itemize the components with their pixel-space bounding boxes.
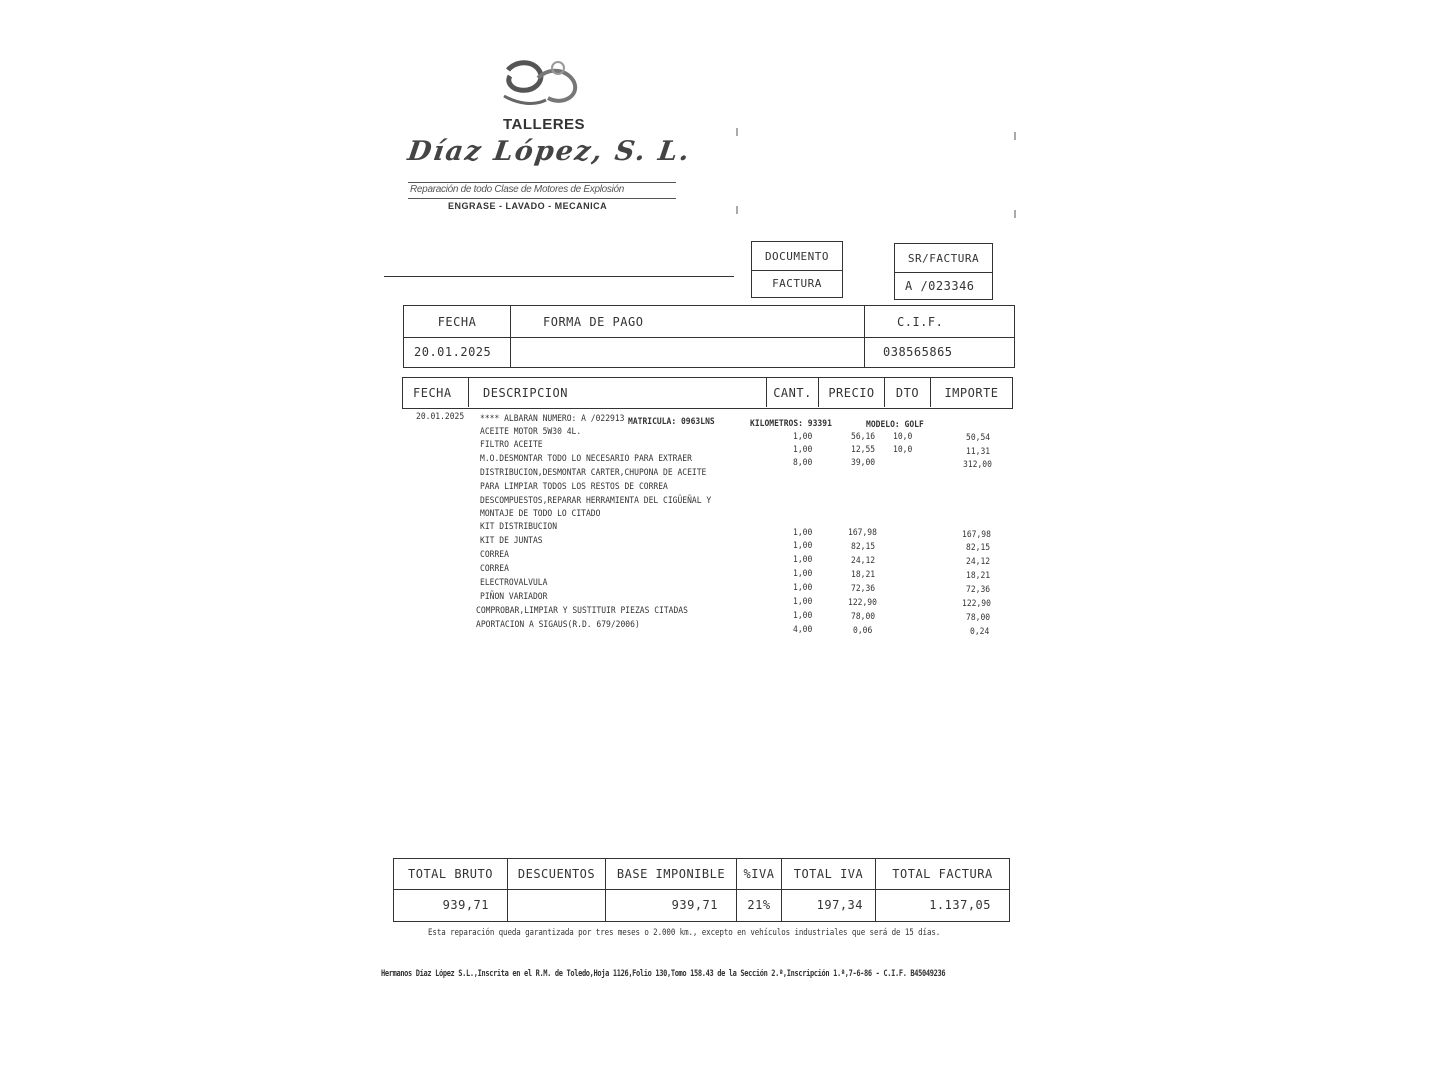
invoice-label: SR/FACTURA	[907, 251, 980, 265]
forma-pago-value	[511, 337, 865, 367]
document-type-box	[751, 241, 843, 298]
totals-table	[393, 858, 1010, 922]
tagline-rule-bottom	[408, 198, 676, 199]
invoice-number: A /023346	[905, 278, 975, 293]
item-description: PARA LIMPIAR TODOS LOS RESTOS DE CORREA	[480, 481, 668, 492]
item-cant: 4,00	[793, 624, 813, 635]
item-cant: 1,00	[793, 527, 813, 538]
item-description: FILTRO ACEITE	[480, 439, 543, 450]
item-dto: 10,0	[893, 444, 913, 455]
item-cant: 1,00	[793, 431, 813, 442]
invoice-number-box	[894, 243, 993, 300]
items-matricula: MATRICULA: 0963LNS	[628, 416, 715, 427]
address-area	[736, 128, 1020, 220]
item-importe: 82,15	[966, 542, 991, 553]
item-importe: 78,00	[966, 612, 991, 623]
items-ref: **** ALBARAN NUMERO: A /022913	[480, 413, 625, 424]
company-tagline: Reparación de todo Clase de Motores de Explosión	[410, 184, 625, 195]
item-importe: 72,36	[966, 584, 991, 595]
item-precio: 82,15	[851, 541, 876, 552]
item-cant: 1,00	[793, 582, 813, 593]
item-precio: 167,98	[848, 527, 877, 538]
item-description: APORTACION A SIGAUS(R.D. 679/2006)	[476, 619, 640, 630]
item-importe: 24,12	[966, 556, 991, 567]
items-kilometros: KILOMETROS: 93391	[750, 418, 832, 429]
item-description: DESCOMPUESTOS,REPARAR HERRAMIENTA DEL CIGÜEÑAL Y	[480, 495, 712, 506]
items-header-cant: CANT.	[767, 378, 819, 407]
company-logo	[498, 52, 586, 114]
cif-label: C.I.F.	[897, 314, 944, 329]
item-cant: 1,00	[793, 596, 813, 607]
cif-value: 038565865	[883, 345, 953, 359]
forma-pago-label: FORMA DE PAGO	[511, 306, 865, 337]
company-services: ENGRASE - LAVADO - MECANICA	[448, 201, 608, 211]
total-iva-value: 197,34	[782, 889, 876, 921]
item-precio: 56,16	[851, 431, 876, 442]
items-header-dto: DTO	[885, 378, 931, 407]
items-date: 20.01.2025	[416, 411, 465, 422]
item-precio: 78,00	[851, 611, 876, 622]
item-precio: 18,21	[851, 569, 876, 580]
item-description: MONTAJE DE TODO LO CITADO	[480, 508, 601, 519]
total-iva-label: TOTAL IVA	[782, 859, 876, 889]
items-header	[402, 377, 1013, 409]
item-dto: 10,0	[893, 431, 913, 442]
company-name: Díaz López, S. L.	[405, 136, 693, 167]
item-importe: 50,54	[966, 432, 991, 443]
item-precio: 12,55	[851, 444, 876, 455]
item-precio: 122,90	[848, 597, 877, 608]
item-precio: 24,12	[851, 555, 876, 566]
items-header-descripcion: DESCRIPCION	[469, 378, 767, 407]
guarantee-note: Esta reparación queda garantizada por tres meses o 2.000 km., excepto en vehículos industriales que será de 15 días.	[428, 927, 941, 938]
item-description: KIT DE JUNTAS	[480, 535, 543, 546]
item-precio: 0,06	[853, 625, 873, 636]
item-importe: 167,98	[962, 529, 991, 540]
item-description: KIT DISTRIBUCION	[480, 521, 558, 532]
iva-label: %IVA	[737, 859, 782, 889]
item-cant: 1,00	[793, 444, 813, 455]
total-bruto-label: TOTAL BRUTO	[394, 859, 508, 889]
descuentos-label: DESCUENTOS	[508, 859, 606, 889]
item-description: CORREA	[480, 563, 509, 574]
fecha-label: FECHA	[404, 306, 511, 337]
item-precio: 39,00	[851, 457, 876, 468]
base-imponible-value: 939,71	[606, 889, 737, 921]
item-importe: 11,31	[966, 446, 991, 457]
item-description: M.O.DESMONTAR TODO LO NECESARIO PARA EXTRAER	[480, 453, 692, 464]
item-description: ACEITE MOTOR 5W30 4L.	[480, 426, 582, 437]
total-bruto-value: 939,71	[394, 889, 508, 921]
header-rule	[384, 276, 734, 277]
items-header-precio: PRECIO	[819, 378, 885, 407]
item-description: CORREA	[480, 549, 509, 560]
base-imponible-label: BASE IMPONIBLE	[606, 859, 737, 889]
descuentos-value	[508, 889, 606, 921]
document-label: DOCUMENTO	[764, 249, 830, 263]
legal-footer: Hermanos Díaz López S.L.,Inscrita en el R.M. de Toledo,Hoja 1126,Folio 130,Tomo 158.43 de la Sección 2.ª,Inscripción 1.ª,7-6-86 - C.I.F. B45049236	[381, 969, 946, 979]
items-modelo: MODELO: GOLF	[866, 419, 924, 430]
workshop-label: TALLERES	[503, 116, 586, 133]
total-factura-label: TOTAL FACTURA	[892, 867, 993, 881]
tagline-rule	[408, 182, 676, 183]
item-cant: 1,00	[793, 540, 813, 551]
item-cant: 1,00	[793, 568, 813, 579]
item-importe: 0,24	[970, 626, 990, 637]
item-importe: 312,00	[963, 459, 992, 470]
item-description: DISTRIBUCION,DESMONTAR CARTER,CHUPONA DE ACEITE	[480, 467, 707, 478]
document-type: FACTURA	[772, 277, 822, 290]
items-header-importe: IMPORTE	[944, 385, 999, 400]
item-cant: 1,00	[793, 610, 813, 621]
item-importe: 122,90	[962, 598, 991, 609]
item-cant: 1,00	[793, 554, 813, 565]
total-factura-value: 1.137,05	[929, 898, 991, 912]
invoice-info-table	[403, 305, 1015, 368]
item-importe: 18,21	[966, 570, 991, 581]
iva-value: 21%	[737, 889, 782, 921]
item-precio: 72,36	[851, 583, 876, 594]
item-description: COMPROBAR,LIMPIAR Y SUSTITUIR PIEZAS CITADAS	[476, 605, 688, 616]
item-description: ELECTROVALVULA	[480, 577, 548, 588]
item-cant: 8,00	[793, 457, 813, 468]
items-header-fecha: FECHA	[403, 378, 469, 407]
fecha-value: 20.01.2025	[404, 337, 511, 367]
item-description: PIÑON VARIADOR	[480, 591, 548, 602]
